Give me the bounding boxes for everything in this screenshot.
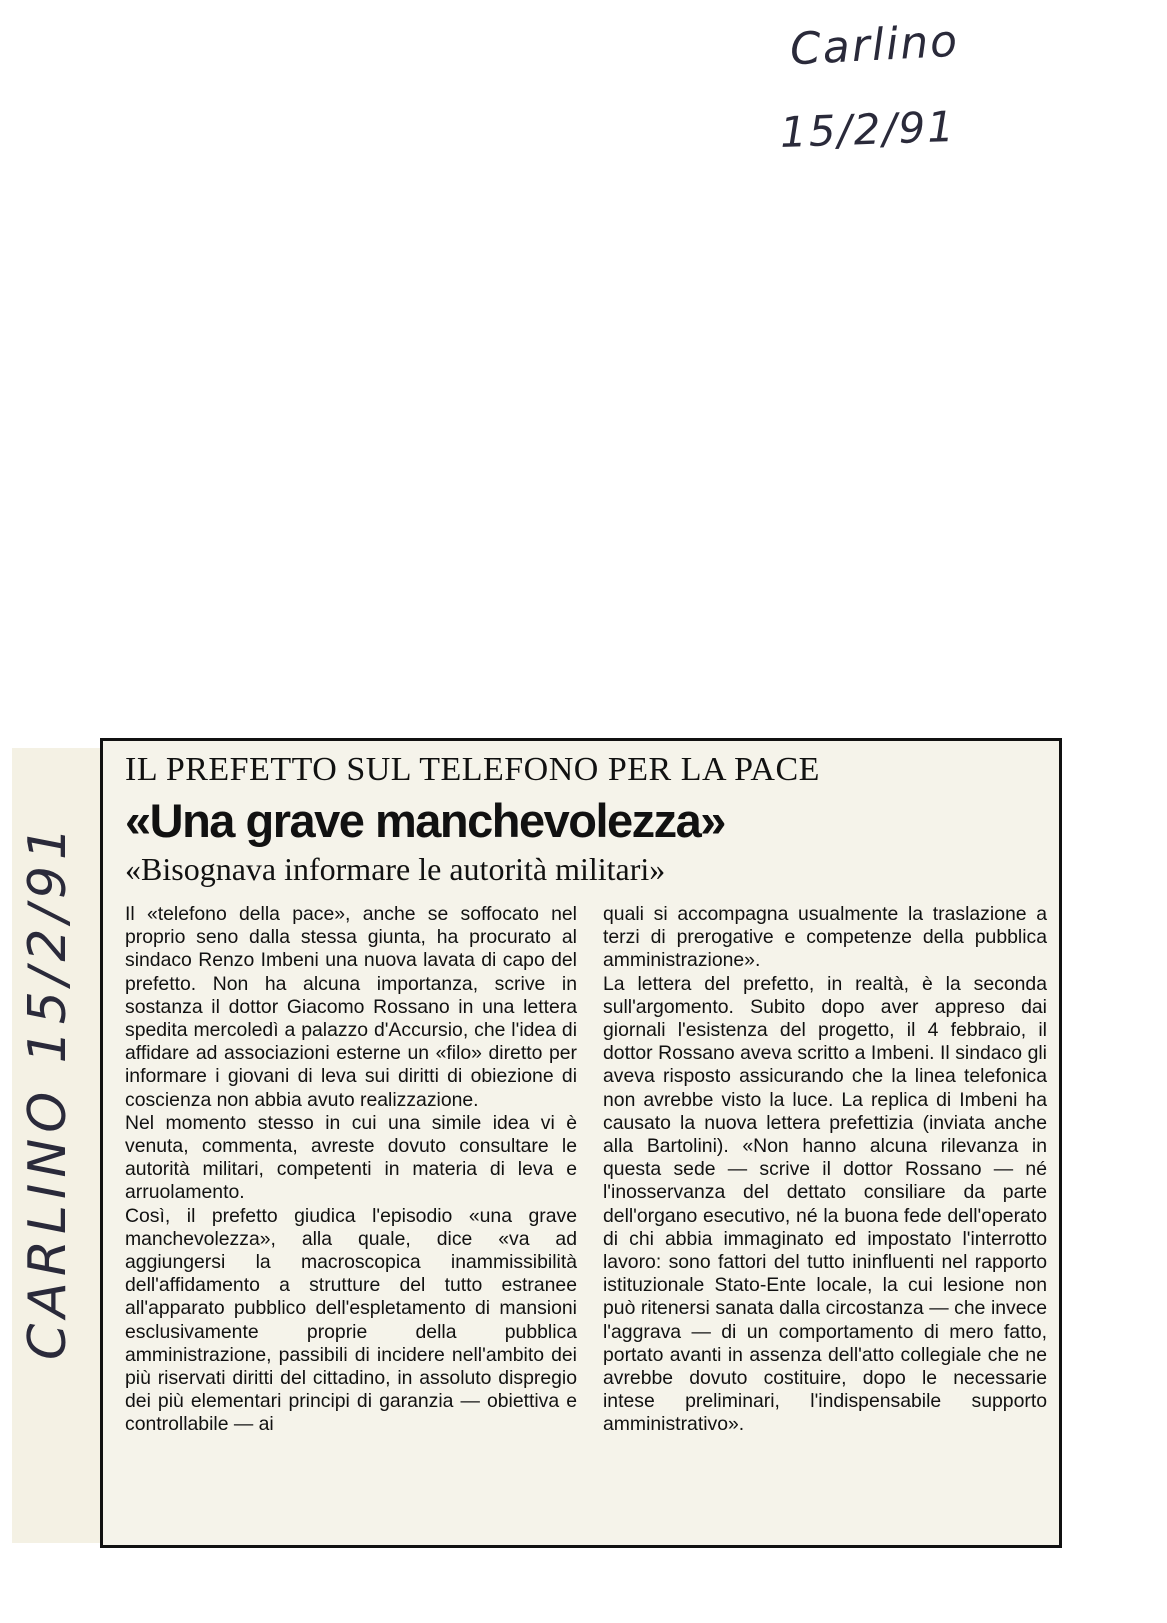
article-paragraph: Così, il prefetto giudica l'episodio «una grave manchevolezza», alla quale, dice «va ad aggiungersi la macroscopica inammissibilità dell'affidamento a strutture del tutto estranee all'apparato pubblico dell'espletamento di mansioni esclusivamente proprie della pubblica amministrazione, passibili di incidere nell'ambito dei più riservati diritti del cittadino, in assoluto dispregio dei più elementari principi di garanzia — obiettiva e controllabile — ai <box>125 1204 577 1436</box>
article-left-column <box>125 903 577 1437</box>
handwritten-side-note: CARLINO 15/2/91 <box>18 820 78 1360</box>
handwritten-date-note: 15/2/91 <box>779 101 957 158</box>
article-paragraph: La lettera del prefetto, in realtà, è la seconda sull'argomento. Subito dopo aver appreso dai giornali l'esistenza del progetto, il 4 febbraio, il dottor Rossano aveva scritto a Imbeni. Il sindaco gli aveva risposto assicurando che la linea telefonica non avrebbe visto la luce. La replica di Imbeni ha causato la nuova lettera prefettizia (inviata anche alla Bartolini). «Non hanno alcuna rilevanza in questa sede — scrive il dottor Rossano — né l'inosservanza del dettato consiliare da parte dell'organo esecutivo, né la buona fede dell'operato di chi abbia immaginato ed impostato l'interrotto lavoro: sono fattori del tutto ininfluenti nel rapporto istituzionale Stato-Ente locale, la cui lesione non può ritenersi sanata dalla circostanza — che invece l'aggrava — di un comportamento di mero fatto, portato avanti in assenza dell'atto collegiale che ne avrebbe dovuto costituire, dopo le necessarie intese preliminari, l'indispensabile supporto amministrativo». <box>603 972 1047 1436</box>
article-headline: «Una grave manchevolezza» <box>125 794 725 847</box>
article-subheadline: «Bisognava informare le autorità militari» <box>125 851 666 887</box>
article-paragraph: Nel momento stesso in cui una simile idea vi è venuta, commenta, avreste dovuto consultare le autorità militari, competenti in materia di leva e arruolamento. <box>125 1111 577 1204</box>
article-paragraph: Il «telefono della pace», anche se soffocato nel proprio seno dalla stessa giunta, ha procurato al sindaco Renzo Imbeni una nuova lavata di capo del prefetto. Non ha alcuna importanza, scrive in sostanza il dottor Giacomo Rossano in una lettera spedita mercoledì a palazzo d'Accursio, che l'idea di affidare ad associazioni esterne un «filo» diretto per informare i giovani di leva sui diritti di obiezione di coscienza non abbia avuto realizzazione. <box>125 903 577 1111</box>
article-paragraph: quali si accompagna usualmente la traslazione a terzi di prerogative e competenze della pubblica amministrazione». <box>603 903 1047 972</box>
article-kicker: IL PREFETTO SUL TELEFONO PER LA PACE <box>125 751 820 788</box>
handwritten-source-note: Carlino <box>788 15 961 76</box>
newspaper-clipping <box>100 738 1062 1548</box>
article-right-column <box>603 903 1047 1437</box>
